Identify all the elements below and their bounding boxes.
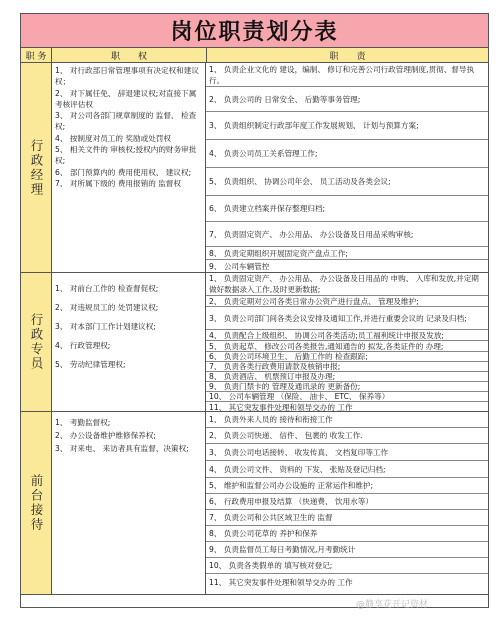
role-label: 行政专员 — [29, 313, 44, 371]
role-label: 行政经理 — [29, 138, 44, 197]
duty-item: 2、 负责公司快递、 信件、 包裹的 收发工作. — [206, 428, 488, 444]
duty-item: 3、 负责公司部门间各类会议安排及通知工作,并进行重要会议的 记录及归档; — [206, 307, 488, 330]
duty-item: 1、 负责企业文化的 建设，编制、 修订和完善公司行政管理制度,贯彻、督导执行。 — [206, 63, 488, 87]
right-item: 4、 按制度对员工的 奖励或处罚权 — [55, 133, 171, 143]
right-item: 1、 对行政部日常管理事项有决定权和建议权； — [55, 66, 199, 87]
header-role: 职 务 — [21, 48, 52, 62]
duty-item: 8、 负责定期组织开展固定资产盘点工作; — [206, 247, 488, 260]
duty-item: 1、 负责外来人员的 接待和衔接工作 — [206, 412, 488, 428]
right-item: 6、 部门预算内的 费用使用权、 建议权; — [55, 167, 192, 177]
rights-cell — [52, 63, 206, 272]
role-cell — [21, 412, 52, 594]
duty-item: 8、 负责酒店、 机票预订申报及办理; — [206, 372, 488, 382]
duty-item: 9、 负责门禁卡的 管理及通讯录的 更新备份; — [206, 382, 488, 392]
right-item: 4、 行政管理权; — [55, 341, 111, 350]
header-duties: 职 责 — [329, 51, 366, 62]
role-cell — [21, 63, 52, 272]
duty-item: 6、 负责建立档案并保存整理归档; — [206, 196, 488, 222]
duty-item: 11、 其它突发事件处理和领导交办的 工作 — [209, 402, 353, 412]
duty-item: 8、 负责公司花草的 养护和保养 — [206, 526, 488, 542]
table-header-row — [20, 48, 489, 63]
right-item: 5、 相关文件的 审核权;授权内的财务审批权; — [55, 145, 197, 166]
right-item: 3、 对本部门工作计划建议权; — [55, 322, 156, 331]
right-item: 2、 对违规员工的 处罚建议权; — [55, 303, 159, 312]
duty-item: 1、 负责固定资产、 办公用品、 办公设备及日用品的 申购、 入库和发放,并定期做好数据录入工作,及时更新数据; — [206, 273, 488, 296]
right-item: 2、 办公设备维护维修保养权; — [55, 431, 156, 440]
duty-item: 10、 公司车辆管理 （保险、 油卡、 ETC、 保养等） — [206, 392, 488, 402]
duty-item: 7、 负责各类行政费用请款及核销申报; — [206, 362, 488, 372]
right-item: 5、 劳动纪律管理权; — [55, 360, 126, 369]
duty-item: 4、 负责配合上级组织、 协调公司各类活动;员工福利统计申报及发放; — [206, 330, 488, 341]
rights-cell — [52, 412, 206, 594]
watermark: @静享花开记资材 — [356, 600, 429, 610]
right-item: 2、 对下属任免、 辞退建议权;对直接下属考核评估权 — [55, 88, 197, 109]
duty-item: 5、 负责组织、 协调公司年会、 员工活动及各类会议; — [206, 168, 488, 196]
duty-item: 9、 负责监督员工每日考勤情况,月考勤统计 — [206, 542, 488, 558]
header-rights: 职 权 — [52, 48, 207, 62]
role-label: 前台接待 — [29, 474, 44, 532]
duty-item: 4、 负责公司员工关系管理工作; — [206, 140, 488, 168]
duty-item: 4、 负责公司文件、 资料的 下发、 张贴及登记归档; — [206, 461, 488, 478]
section-admin-manager — [20, 63, 489, 273]
section-admin-specialist — [20, 273, 489, 412]
section-front-desk — [20, 412, 489, 595]
duty-item: 3、 负责组织制定行政部年度工作发展规划、 计划与预算方案; — [206, 112, 488, 140]
right-item: 3、 对公司各部门规章制度的 监督、 检查权; — [55, 111, 197, 132]
duty-item: 3、 负责公司电话接转、 收发传真、 文档复印等工作 — [206, 444, 488, 461]
duty-item: 7、 负责公司和公共区域卫生的 监督 — [206, 510, 488, 526]
duty-item: 6、 行政费用申报及结算 （快递费、 饮用水等） — [206, 494, 488, 510]
right-item: 7、 对所属下级的 费用报销的 监督权 — [55, 178, 181, 188]
duty-item: 5、 负责起草、 修改公司各类报告,通知通告的 拟发,各类证件的 办理; — [206, 341, 488, 352]
duty-item: 9、 公司车辆管控 — [209, 262, 270, 271]
duty-item: 10、 负责各类假单的 填写核对登记; — [206, 558, 488, 574]
duty-item: 6、 负责公司环境卫生、 后勤工作的 检查跟踪; — [206, 352, 488, 362]
right-item: 1、 考勤监督权; — [55, 418, 111, 427]
role-cell — [21, 273, 52, 411]
rights-cell — [52, 273, 206, 411]
right-item: 1、 对前台工作的 检查督促权; — [55, 284, 159, 293]
right-item: 3、 对来电、 来访者具有监督、决策权; — [55, 444, 189, 453]
duty-item: 2、 负责公司的 日常安全、 后勤等事务管理; — [206, 87, 488, 112]
duties-cell — [206, 273, 488, 411]
duty-item: 7、 负责固定资产、 办公用品、 办公设备及日用品采购审核; — [206, 222, 488, 247]
duty-item: 2、 负责定期对公司各类日常办公资产进行盘点、 管理及维护; — [206, 296, 488, 307]
duty-item: 5、 维护和监督公司办公设施的 正常运作和维护; — [206, 478, 488, 494]
duty-item: 11、 其它突发事件处理和领导交办的 工作 — [209, 577, 353, 587]
table-title: 岗位职责划分表 — [20, 13, 489, 48]
duties-cell — [206, 412, 488, 594]
duties-cell — [206, 63, 488, 272]
duty-table — [20, 13, 489, 608]
